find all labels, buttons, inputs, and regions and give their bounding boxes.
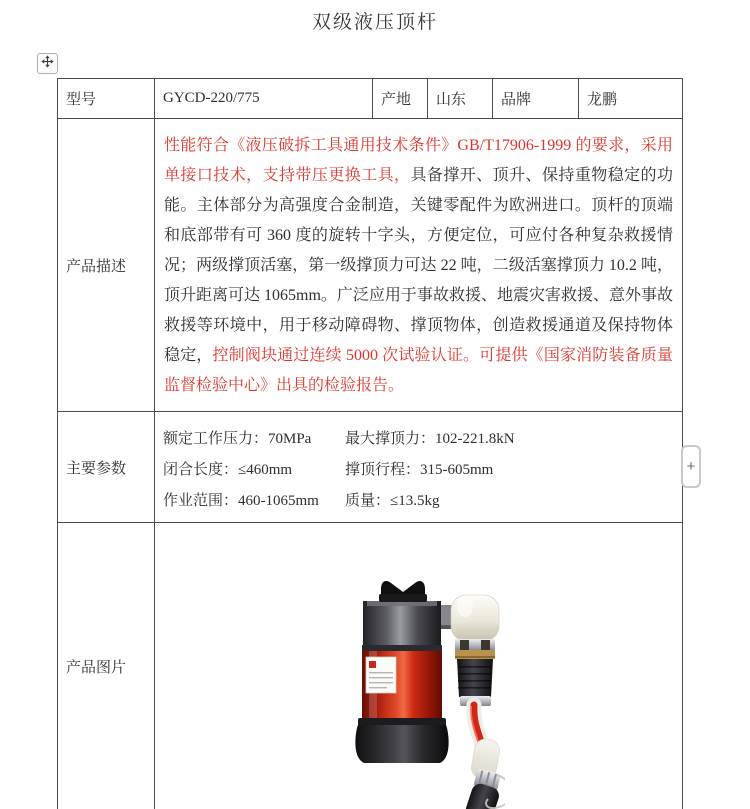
description-segment-black: 具备撑开、顶升、保持重物稳定的功能。主体部分为高强度合金制造，关键零配件为欧洲进口。顶杆的顶端和底部带有可 360 度的旋转十字头，方便定位，可应付各种复杂救援情况；两级撑顶活塞，第一级撑顶力可达 22 吨，二级活塞撑顶力 10.2 吨，顶升距离可达 1065mm。广泛应用于事故救援、地震灾害救援、意外事故救援等环境中，用于移动障碍物、撑顶物体，创造救援通道及保持物体稳定， xyxy=(164,167,673,364)
page-title: 双级液压顶杆 xyxy=(311,12,438,33)
image-cell[interactable] xyxy=(155,523,683,809)
description-header-cell[interactable] xyxy=(58,119,155,412)
table-row xyxy=(58,79,683,119)
origin-value-cell[interactable] xyxy=(428,79,493,119)
params-cell[interactable] xyxy=(155,412,683,523)
param-working-range: 作业范围：460-1065mm xyxy=(163,493,319,509)
table-row xyxy=(58,119,683,412)
brand-value: 龙鹏 xyxy=(587,92,618,108)
description-segment-red-1: 性能符合《液压破拆工具通用技术条件》GB/T17906-1999 的要求，采用单接口技术，支持带压更换工具， xyxy=(164,137,673,184)
description-cell[interactable] xyxy=(155,119,683,412)
model-value-cell[interactable] xyxy=(155,79,373,119)
add-row-button[interactable] xyxy=(681,445,701,488)
description-segment-red-2: 控制阀块通过连续 5000 次试验认证。可提供《国家消防装备质量监督检验中心》出具的检验报告。 xyxy=(164,347,673,394)
origin-label: 产地 xyxy=(381,92,412,108)
param-closed-length: 闭合长度：≤460mm xyxy=(163,462,293,478)
param-stroke: 撑顶行程：315-605mm xyxy=(345,462,494,478)
params-header: 主要参数 xyxy=(66,460,127,477)
table-move-handle[interactable] xyxy=(37,53,58,74)
model-label-cell[interactable] xyxy=(58,79,155,119)
move-cross-icon xyxy=(41,55,54,73)
params-grid xyxy=(163,428,682,512)
description-header: 产品描述 xyxy=(66,258,127,275)
param-weight: 质量：≤13.5kg xyxy=(345,493,440,509)
image-header: 产品图片 xyxy=(66,659,127,676)
brand-label-cell[interactable] xyxy=(493,79,579,119)
origin-value: 山东 xyxy=(436,92,467,108)
origin-label-cell[interactable] xyxy=(373,79,428,119)
plus-icon: + xyxy=(686,458,696,475)
params-header-cell[interactable] xyxy=(58,412,155,523)
product-spec-table xyxy=(57,78,683,809)
brand-value-cell[interactable] xyxy=(579,79,683,119)
brand-label: 品牌 xyxy=(501,92,532,108)
model-label: 型号 xyxy=(66,92,97,108)
table-row xyxy=(58,412,683,523)
model-value: GYCD-220/775 xyxy=(163,90,260,106)
table-row xyxy=(58,523,683,809)
image-header-cell[interactable] xyxy=(58,523,155,809)
param-rated-pressure: 额定工作压力：70MPa xyxy=(163,431,312,447)
param-max-force: 最大撑顶力：102-221.8kN xyxy=(345,431,515,447)
two-stage-hydraulic-ram-photo xyxy=(345,577,505,809)
